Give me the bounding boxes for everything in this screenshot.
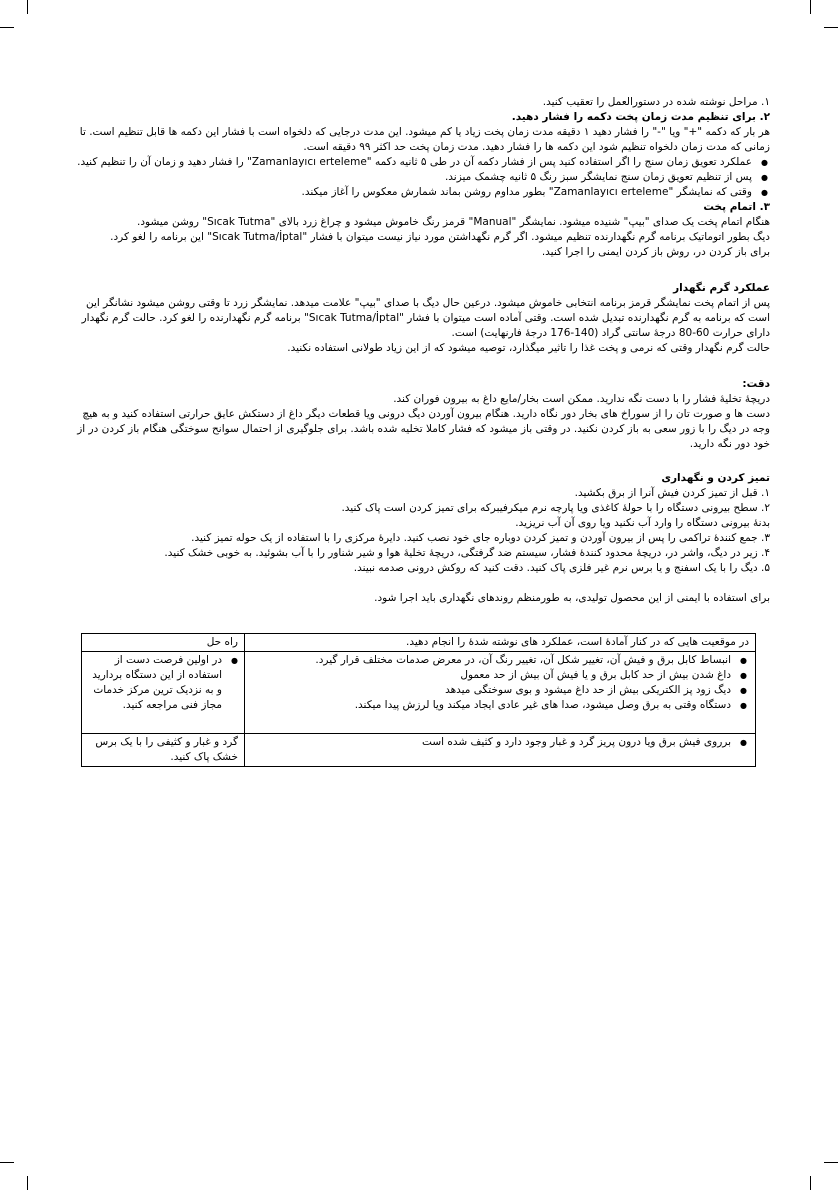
- list-item: ● در اولین فرصت دست از استفاده از این دستگاه بردارید و به نزدیک ترین مرکز خدمات مجاز فنی مراجعه کنید.: [88, 653, 222, 713]
- cleaning-line: ۱. قبل از تمیز کردن فیش آنرا از برق بکشید.: [574, 487, 770, 499]
- step-2-text: هر بار که دکمه "+" ویا "-" را فشار دهید ۱ دقیقه مدت زمان پخت زیاد یا کم میشود. این مدت درجایی که دلخواه است با فشار این دکمه ها قابل تنظیم است. تا زمانی که مدت زمان دلخواه تنظیم شود این دکمه ها را فشار دهید. مدت زمان پخت حد اکثر ۹۹ دقیقه است.: [79, 126, 770, 153]
- list-item: ● داغ شدن بیش از حد کابل برق و یا فیش آن بیش از حد معمول: [251, 668, 731, 683]
- crop-mark-br-h: [824, 1162, 838, 1163]
- list-item: ● پس از تنظیم تعویق زمان سنج نمایشگر سبز رنگ ۵ ثانیه چشمک میزند.: [70, 170, 752, 185]
- finish-line: دیگ بطور اتوماتیک برنامه گرم نگهدارنده تنظیم میشود. اگر گرم نگهداشتن مورد نیاز نیست میتوان با فشار "Sıcak Tutma/İptal" این برنامه را لغو کرد.: [110, 231, 770, 243]
- solution-cell: [82, 652, 245, 734]
- crop-mark-br-v: [810, 1176, 811, 1190]
- table-row: [82, 734, 756, 767]
- crop-mark-tl-h: [0, 27, 14, 28]
- cleaning-line: ۳. جمع کنندهٔ تراکمی را پس از بیرون آوردن و تمیز کردن دوباره جای خود نصب کنید. دایرهٔ مرکزی را با استفاده از یک حوله تمیز کنید.: [191, 532, 770, 544]
- crop-mark-bl-h: [0, 1162, 14, 1163]
- table-header-row: [82, 634, 756, 652]
- problem-cell: [245, 652, 756, 734]
- crop-mark-tl-v: [27, 0, 28, 14]
- safety-note: برای استفاده با ایمنی از این محصول تولیدی، به طورمنظم روندهای نگهداری باید اجرا شود.: [374, 592, 770, 604]
- timer-bullets: [70, 155, 770, 200]
- solution-cell: گرد و غبار و کثیفی را با یک برس خشک پاک کنید.: [82, 734, 245, 767]
- caution-line: دست ها و صورت تان را از سوراخ های بخار دور نگاه دارید. هنگام بیرون آوردن دیگ درونی ویا قطعات دیگر داغ از دستکش عایق حرارتی استفاده کنید و به هیچ وجه در دیگ را با زور سعی به باز کردن نکنید. در وقتی باز میشود که فشار کاملا تخلیه شده باشد. برای جلوگیری از احتمال سوانح سوختگی هنگام باز کردن در از خود دور نگه دارید.: [77, 408, 770, 450]
- finish-heading: ۳. اتمام پخت: [703, 201, 770, 213]
- list-item: ● انبساط کابل برق و فیش آن، تغییر شکل آن، تغییر رنگ آن، در معرض صدمات مختلف قرار گیرد.: [251, 653, 731, 668]
- list-item: ● عملکرد تعویق زمان سنج را اگر استفاده کنید پس از فشار دکمه آن در طی ۵ ثانیه دکمه "Zamanlayıcı erteleme" را فشار دهید و زمان آن را تنظیم کنید.: [70, 155, 752, 170]
- problem-cell: [245, 734, 756, 767]
- finish-line: برای باز کردن در، روش باز کردن ایمنی را اجرا کنید.: [541, 246, 770, 258]
- cleaning-line: ۲. سطح بیرونی دستگاه را با حولهٔ کاغذی ویا پارچه نرم میکرفیبرکه برای تمیز کردن است پاک کنید.: [341, 502, 770, 514]
- list-item: ● وقتی که نمایشگر "Zamanlayıcı erteleme" بطور مداوم روشن بماند شمارش معکوس را آغاز میکند.: [70, 185, 752, 200]
- crop-mark-tr-v: [810, 0, 811, 14]
- cleaning-line: ۵. دیگ را با یک اسفنج و یا برس نرم غیر فلزی پاک کنید. دقت کنید که روکش درونی صدمه نبیند.: [353, 562, 770, 574]
- header-problem: در موقعیت هایی که در کنار آمادهٔ است، عملکرد های نوشته شدهٔ را انجام دهید.: [245, 634, 756, 652]
- step-1: ۱. مراحل نوشته شده در دستورالعمل را تعقیب کنید.: [542, 96, 770, 108]
- caution-line: دریچهٔ تخلیهٔ فشار را با دست نگه ندارید. ممکن است بخار/مایع داغ به بیرون فوران کند.: [393, 393, 770, 405]
- header-solution: راه حل: [82, 634, 245, 652]
- list-item: ● برروی فیش برق ویا درون پریز گرد و غبار وجود دارد و کثیف شده است: [251, 735, 731, 750]
- cleaning-heading: تمیز کردن و نگهداری: [661, 472, 770, 484]
- table-row: [82, 652, 756, 734]
- finish-line: هنگام اتمام پخت یک صدای "بیپ" شنیده میشود. نمایشگر "Manual" قرمز رنگ خاموش میشود و چراغ زرد بالای "Sıcak Tutma" روشن میشود.: [137, 216, 770, 228]
- keep-warm-line: حالت گرم نگهدار وقتی که نرمی و پخت غذا را تاثیر میگذارد، توصیه میشود که از این زیاد طولانی استفاده نکنید.: [287, 342, 770, 354]
- troubleshooting-table: [81, 633, 756, 767]
- caution-heading: دقت:: [742, 378, 770, 390]
- list-item: ● دستگاه وقتی به برق وصل میشود، صدا های غیر عادی ایجاد میکند ویا لرزش پیدا میکند.: [251, 698, 731, 713]
- step-2-heading: ۲. برای تنظیم مدت زمان پخت دکمه را فشار دهید.: [511, 111, 770, 123]
- document-body: [70, 95, 770, 606]
- cleaning-line: ۴. زیر در دیگ، واشر در، دریچهٔ محدود کنندهٔ فشار، سیستم ضد گرفتگی، دریچهٔ تخلیهٔ هوا و شیر شناور را با آب بشوئید. به خوبی خشک کنید.: [164, 547, 770, 559]
- cleaning-line: بدنهٔ بیرونی دستگاه را وارد آب نکنید ویا روی آن آب نریزید.: [515, 517, 770, 529]
- keep-warm-heading: عملکرد گرم نگهدار: [673, 282, 770, 294]
- keep-warm-line: پس از اتمام پخت نمایشگر قرمز برنامه انتخابی خاموش میشود. درعین حال دیگ با صدای "بیپ" علامت میدهد. نمایشگر زرد تا وقتی روشن میشود نشانگر این است که برنامه به گرم نگهدارنده تبدیل شده است. وقتی آماده است میتوان با فشار "Sıcak Tutma/İptal" برنامه گرم نگهدارنده را لغو کرد. حالت گرم نگهدار دارای حرارت 60-80 درجهٔ سانتی گراد (140-176 درجهٔ فارنهایت) است.: [81, 297, 770, 339]
- list-item: ● دیگ زود پز الکتریکی بیش از حد داغ میشود و بوی سوختگی میدهد: [251, 683, 731, 698]
- crop-mark-tr-h: [824, 27, 838, 28]
- crop-mark-bl-v: [27, 1176, 28, 1190]
